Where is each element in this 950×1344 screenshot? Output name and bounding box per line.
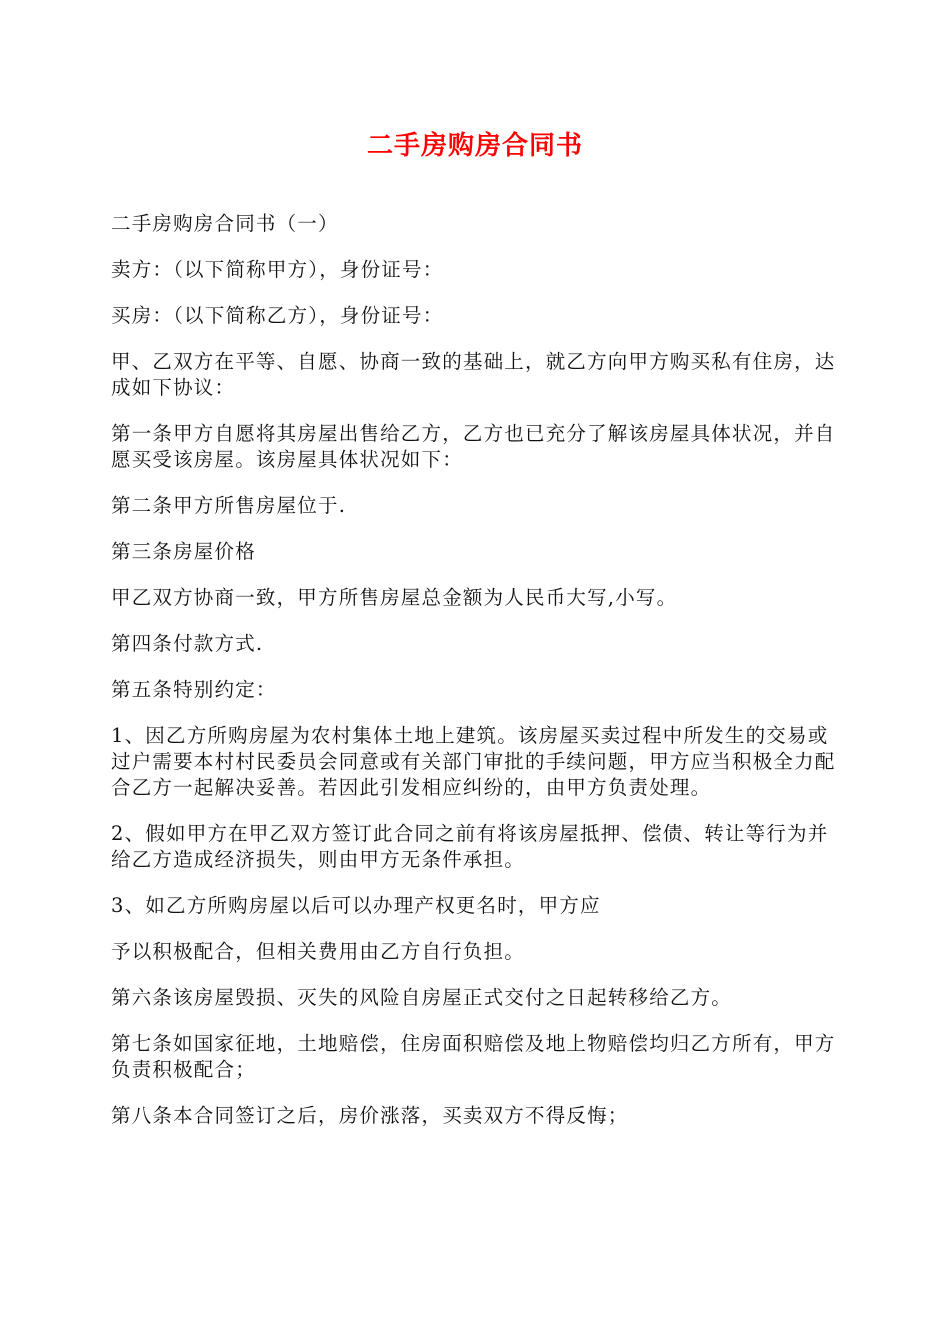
paragraph-clause-2: 2、假如甲方在甲乙双方签订此合同之前有将该房屋抵押、偿债、转让等行为并给乙方造成经济损失，则由甲方无条件承担。 xyxy=(111,822,829,871)
paragraph-article-8: 第八条本合同签订之后，房价涨落，买卖双方不得反悔； xyxy=(111,1104,629,1127)
paragraph-heading: 二手房购房合同书（一） xyxy=(111,212,339,235)
paragraph-clause-1: 1、因乙方所购房屋为农村集体土地上建筑。该房屋买卖过程中所发生的交易或过户需要本村村民委员会同意或有关部门审批的手续问题，甲方应当积极全力配合乙方一起解决妥善。若因此引发相应纠纷的，由甲方负责处理。 xyxy=(111,724,836,799)
paragraph-article-2: 第二条甲方所售房屋位于. xyxy=(111,494,347,517)
paragraph-seller: 卖方：（以下简称甲方），身份证号： xyxy=(111,258,444,281)
paragraph-clause-3: 3、如乙方所购房屋以后可以办理产权更名时，甲方应 xyxy=(111,894,601,917)
paragraph-preamble: 甲、乙双方在平等、自愿、协商一致的基础上，就乙方向甲方购买私有住房，达成如下协议： xyxy=(111,350,836,399)
document-title: 二手房购房合同书 xyxy=(366,131,583,161)
paragraph-article-4: 第四条付款方式. xyxy=(111,632,264,655)
paragraph-article-5: 第五条特别约定： xyxy=(111,678,277,701)
paragraph-clause-3-cont: 予以积极配合，但相关费用由乙方自行负担。 xyxy=(111,940,526,963)
paragraph-price: 甲乙双方协商一致，甲方所售房屋总金额为人民币大写,小写。 xyxy=(111,586,678,609)
paragraph-buyer: 买房：（以下简称乙方），身份证号： xyxy=(111,304,444,327)
paragraph-article-1: 第一条甲方自愿将其房屋出售给乙方，乙方也已充分了解该房屋具体状况，并自愿买受该房屋。该房屋具体状况如下： xyxy=(111,422,836,471)
paragraph-article-3: 第三条房屋价格 xyxy=(111,540,256,563)
paragraph-article-6: 第六条该房屋毁损、灭失的风险自房屋正式交付之日起转移给乙方。 xyxy=(111,986,733,1009)
document-body xyxy=(111,211,846,1149)
paragraph-article-7: 第七条如国家征地，土地赔偿，住房面积赔偿及地上物赔偿均归乙方所有，甲方负责积极配合； xyxy=(111,1032,836,1081)
